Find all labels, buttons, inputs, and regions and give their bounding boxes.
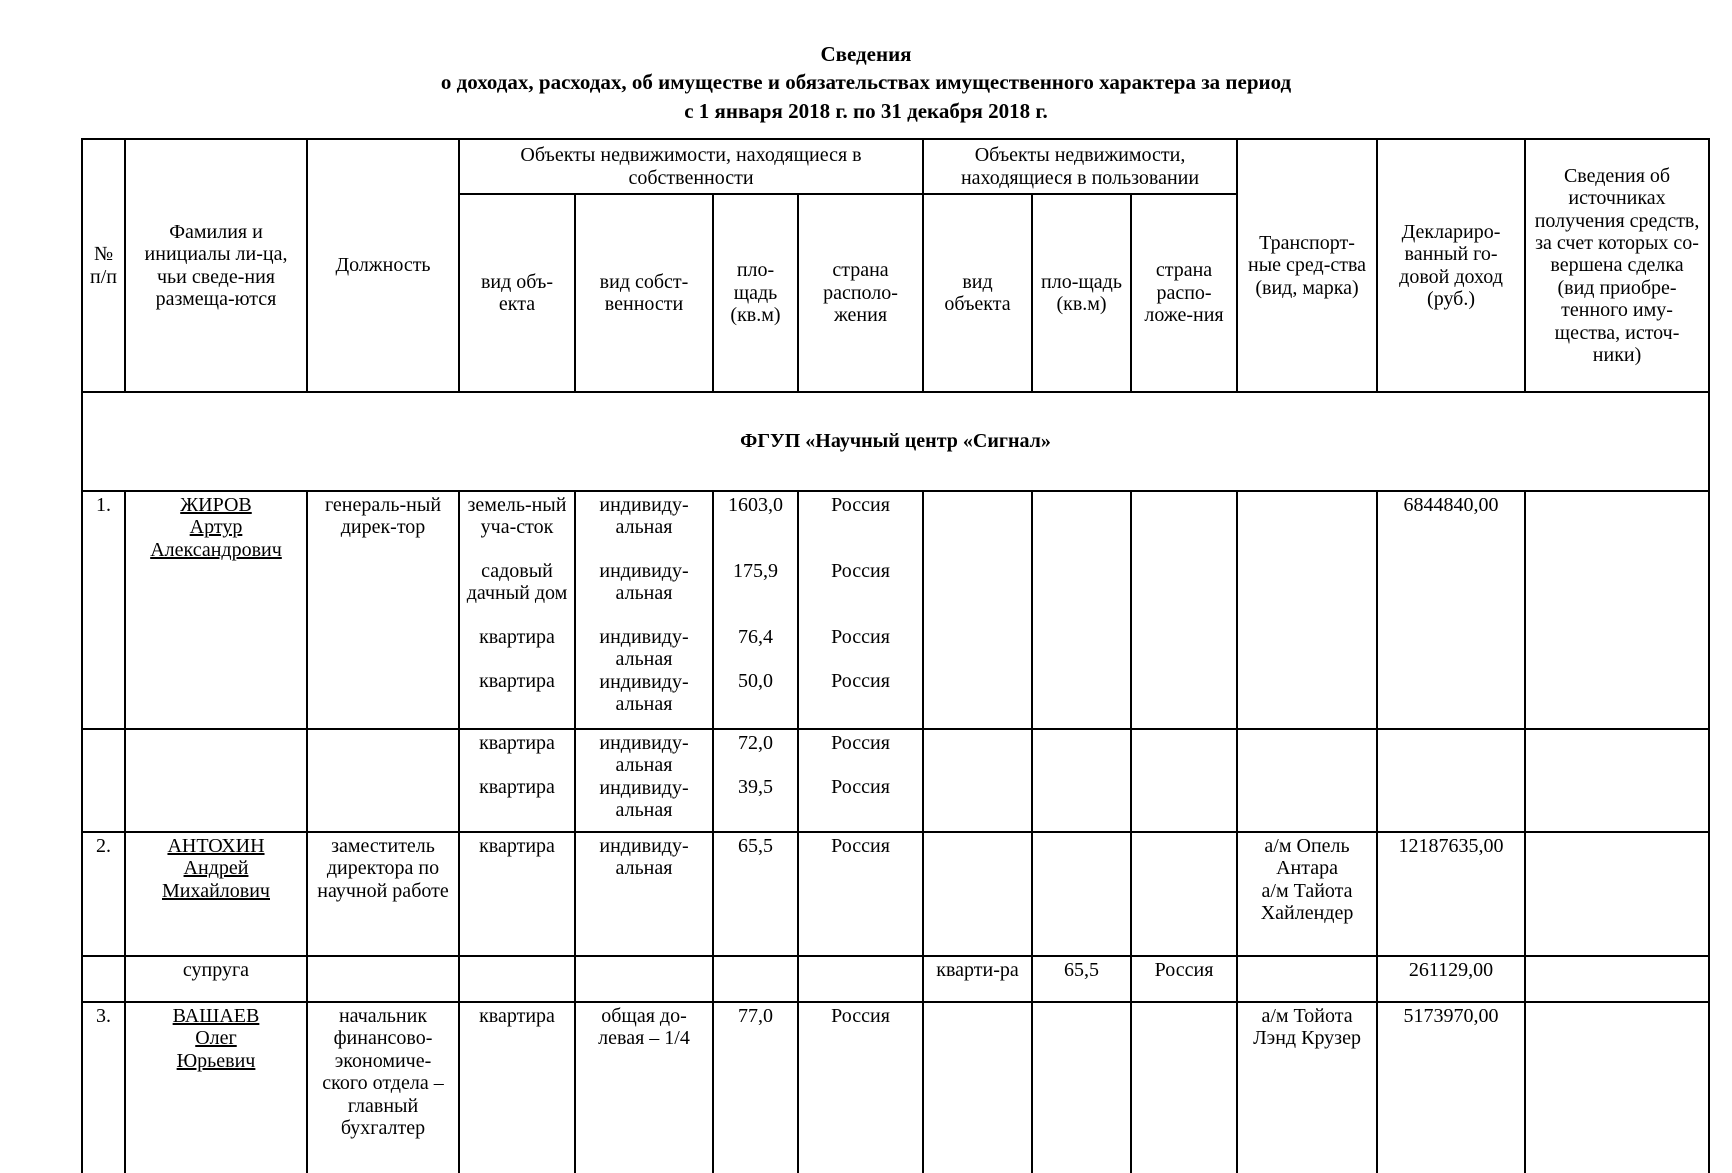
r2b-use-area-cell: [1032, 956, 1131, 1002]
r1b-own-country-cell: [798, 729, 923, 832]
r1-name-line3: Александрович: [150, 538, 282, 561]
r1-income: 6844840,00: [1377, 491, 1525, 729]
r1b-transport-cell: [1237, 729, 1377, 832]
header-position: Должность: [307, 139, 459, 392]
r3-use-area-cell: [1032, 1002, 1131, 1173]
r2b-own-ownership-cell: [575, 956, 713, 1002]
r2-own-area-cell: [713, 832, 798, 956]
r2b-own-type-cell: [459, 956, 575, 1002]
r3-sources-cell: [1525, 1002, 1709, 1173]
r2b-use-country-cell: [1131, 956, 1237, 1002]
r1-name: [125, 491, 307, 729]
header-use-group: Объекты недвижимости, находящиеся в пользовании: [923, 139, 1237, 194]
title-line-3: с 1 января 2018 г. по 31 декабря 2018 г.: [684, 98, 1048, 123]
r2b-income: 261129,00: [1377, 956, 1525, 1002]
header-own-group: Объекты недвижимости, находящиеся в собственности: [459, 139, 923, 194]
header-own-country: страна располо-жения: [798, 194, 923, 392]
r1-own-area-cell: [713, 491, 798, 729]
country-value: Россия: [1154, 959, 1214, 982]
r2-own-type-cell: [459, 832, 575, 956]
r2b-name: супруга: [125, 956, 307, 1002]
title-line-2: о доходах, расходах, об имуществе и обязательствах имущественного характера за период: [440, 70, 1292, 95]
property-type: квартира: [479, 626, 555, 649]
country-value: Россия: [831, 1005, 890, 1028]
property-type: квартира: [479, 776, 555, 799]
header-income: Деклариро-ванный го-довой доход (руб.): [1377, 139, 1525, 392]
area-value: 72,0: [738, 732, 773, 755]
r1b-use-area-cell: [1032, 729, 1131, 832]
header-name: Фамилия и инициалы ли-ца, чьи сведе-ния размеща-ются: [125, 139, 307, 392]
area-value: 65,5: [738, 835, 773, 858]
area-value: 50,0: [738, 670, 773, 693]
country-value: Россия: [831, 732, 890, 755]
r1-use-area-cell: [1032, 491, 1131, 729]
r2b-own-country-cell: [798, 956, 923, 1002]
declarations-table: [81, 138, 1710, 1173]
r3-own-country-cell: [798, 1002, 923, 1173]
property-type: квартира: [479, 1005, 555, 1028]
country-value: Россия: [831, 626, 890, 649]
r3-name: [125, 1002, 307, 1173]
r1-transport-cell: [1237, 491, 1377, 729]
r2-name-line1: АНТОХИН: [167, 835, 265, 858]
r2b-sources-cell: [1525, 956, 1709, 1002]
header-own-area: пло-щадь (кв.м): [713, 194, 798, 392]
header-transport: Транспорт-ные сред-ства (вид, марка): [1237, 139, 1377, 392]
r2-use-country-cell: [1131, 832, 1237, 956]
r2-use-area-cell: [1032, 832, 1131, 956]
r3-use-country-cell: [1131, 1002, 1237, 1173]
r2b-position: [307, 956, 459, 1002]
area-value: 39,5: [738, 776, 773, 799]
r3-income: 5173970,00: [1377, 1002, 1525, 1173]
r1b-position: [307, 729, 459, 832]
r2b-own-area-cell: [713, 956, 798, 1002]
country-value: Россия: [831, 494, 890, 517]
property-type: земель-ный уча-сток: [467, 494, 567, 539]
area-value: 76,4: [738, 626, 773, 649]
r2-name-line3: Михайлович: [162, 879, 270, 902]
ownership-type: индивиду-альная: [599, 670, 689, 716]
r1b-num: [82, 729, 125, 832]
property-type: квартира: [479, 732, 555, 755]
r2b-transport-cell: [1237, 956, 1377, 1002]
header-use-type: вид объекта: [923, 194, 1032, 392]
title-line-1: Сведения: [820, 42, 912, 66]
r2-own-country-cell: [798, 832, 923, 956]
ownership-type: индивиду-альная: [599, 835, 689, 880]
ownership-type: индивиду-альная: [599, 776, 689, 822]
ownership-type: индивиду-альная: [599, 560, 689, 605]
r1-own-ownership-cell: [575, 491, 713, 729]
header-own-type: вид объ-екта: [459, 194, 575, 392]
r3-transport-cell: [1237, 1002, 1377, 1173]
r1b-own-type-cell: [459, 729, 575, 832]
r1-use-type-cell: [923, 491, 1032, 729]
r2-use-type-cell: [923, 832, 1032, 956]
r3-name-line1: ВАШАЕВ: [172, 1005, 260, 1028]
header-use-area: пло-щадь (кв.м): [1032, 194, 1131, 392]
area-value: 77,0: [738, 1005, 773, 1028]
r1b-own-ownership-cell: [575, 729, 713, 832]
r2-income: 12187635,00: [1377, 832, 1525, 956]
r2-num: 2.: [82, 832, 125, 956]
r3-num: 3.: [82, 1002, 125, 1173]
r3-own-ownership-cell: [575, 1002, 713, 1173]
area-value: 65,5: [1064, 959, 1100, 982]
r1-own-country-cell: [798, 491, 923, 729]
r3-name-line3: Юрьевич: [176, 1049, 256, 1072]
r1-position: генераль-ный дирек-тор: [307, 491, 459, 729]
property-type: квартира: [479, 670, 555, 693]
transport-value: а/м Опель Антара: [1264, 835, 1350, 880]
r3-name-line2: Олег: [195, 1027, 237, 1050]
r3-position: начальник финансово-экономиче-ского отдела – главный бухгалтер: [307, 1002, 459, 1173]
r1b-own-area-cell: [713, 729, 798, 832]
r3-use-type-cell: [923, 1002, 1032, 1173]
header-own-ownership: вид собст-венности: [575, 194, 713, 392]
ownership-type: индивиду-альная: [599, 626, 689, 671]
r1b-sources-cell: [1525, 729, 1709, 832]
property-type: кварти-ра: [936, 959, 1019, 982]
r2-transport-cell: [1237, 832, 1377, 956]
r1b-use-type-cell: [923, 729, 1032, 832]
property-type: квартира: [479, 835, 555, 858]
ownership-type: индивиду-альная: [599, 732, 689, 777]
r2b-use-type-cell: [923, 956, 1032, 1002]
section-title: ФГУП «Научный центр «Сигнал»: [82, 392, 1709, 491]
r2-sources-cell: [1525, 832, 1709, 956]
header-sources: Сведения об источниках получения средств, за счет которых со-вершена сделка (вид приобре-тенного иму-щества, источ-ники): [1525, 139, 1709, 392]
ownership-type: общая до-левая – 1/4: [598, 1005, 690, 1050]
r1-sources-cell: [1525, 491, 1709, 729]
r1-own-type-cell: [459, 491, 575, 729]
ownership-type: индивиду-альная: [599, 494, 689, 539]
r1-name-line1: ЖИРОВ: [180, 494, 252, 517]
r3-own-area-cell: [713, 1002, 798, 1173]
page-title: [0, 0, 1732, 125]
r1b-use-country-cell: [1131, 729, 1237, 832]
country-value: Россия: [831, 835, 890, 858]
header-use-country: страна распо-ложе-ния: [1131, 194, 1237, 392]
r2-name: [125, 832, 307, 956]
country-value: Россия: [831, 560, 890, 583]
r2-position: заместитель директора по научной работе: [307, 832, 459, 956]
transport-value: а/м Тайота Хайлендер: [1260, 879, 1354, 925]
r1b-income: [1377, 729, 1525, 832]
r2-own-ownership-cell: [575, 832, 713, 956]
transport-value: а/м Тойота Лэнд Крузер: [1253, 1005, 1361, 1050]
r1-num: 1.: [82, 491, 125, 729]
r1-use-country-cell: [1131, 491, 1237, 729]
country-value: Россия: [831, 776, 890, 799]
header-num: № п/п: [82, 139, 125, 392]
r2-name-line2: Андрей: [183, 857, 249, 880]
country-value: Россия: [831, 670, 890, 693]
area-value: 1603,0: [728, 494, 783, 517]
r2b-num: [82, 956, 125, 1002]
property-type: садовый дачный дом: [466, 560, 568, 605]
r1-name-line2: Артур: [189, 516, 243, 539]
area-value: 175,9: [733, 560, 778, 583]
r3-own-type-cell: [459, 1002, 575, 1173]
r1b-name: [125, 729, 307, 832]
